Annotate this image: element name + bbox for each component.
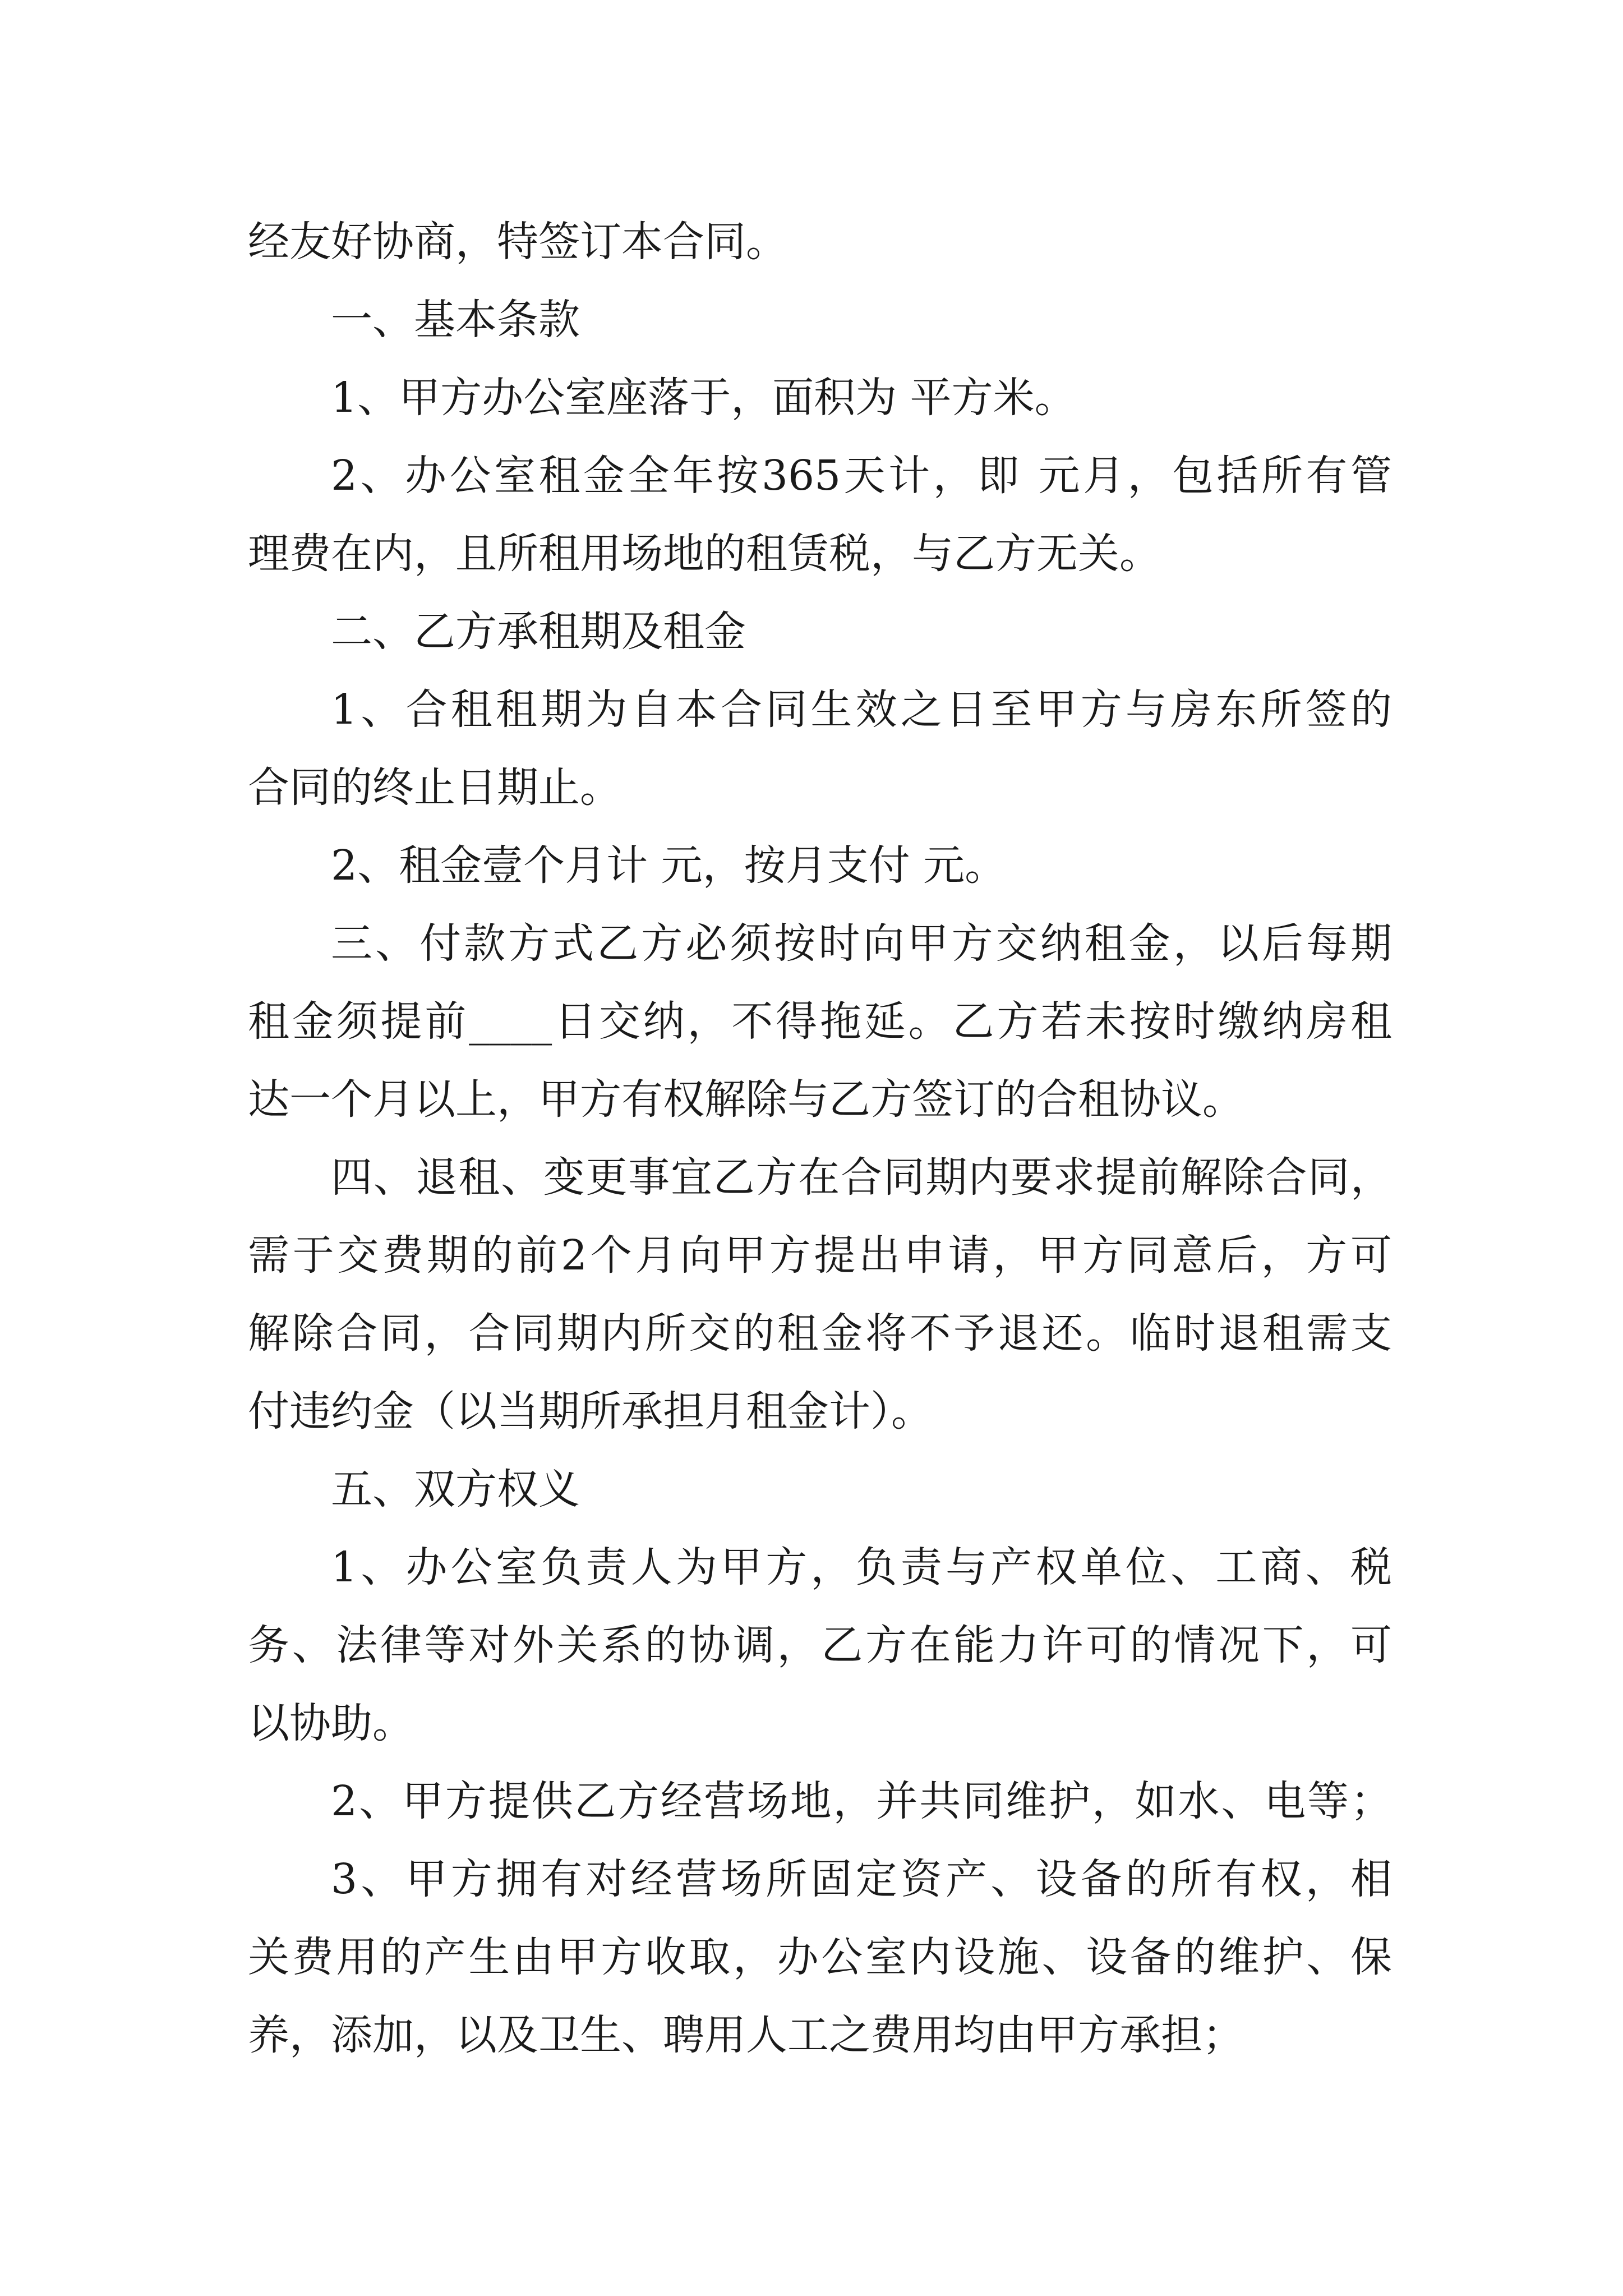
section-heading-termination: 四、退租、变更事宜乙方在合同期内要求提前解除合同， (331, 1153, 1392, 1202)
section-heading-rights-obligations: 五、双方权义 (331, 1465, 580, 1513)
paragraph-line: 需于交费期的前2个月向甲方提出申请，甲方同意后，方可 (248, 1231, 1392, 1280)
section-heading-basic-terms: 一、基本条款 (331, 296, 580, 344)
paragraph-line: 2、办公室租金全年按365天计，即 元月，包括所有管 (331, 452, 1392, 500)
paragraph-line: 经友好协商，特签订本合同。 (248, 218, 787, 266)
paragraph-line: 养，添加，以及卫生、聘用人工之费用均由甲方承担； (248, 2011, 1244, 2059)
paragraph-line: 2、甲方提供乙方经营场地，并共同维护，如水、电等； (331, 1777, 1392, 1825)
paragraph-line: 1、合租租期为自本合同生效之日至甲方与房东所签的 (331, 685, 1392, 734)
paragraph-line: 务、法律等对外关系的协调，乙方在能力许可的情况下，可 (248, 1621, 1392, 1669)
section-heading-payment: 三、付款方式乙方必须按时向甲方交纳租金，以后每期 (331, 919, 1392, 968)
paragraph-line: 租金须提前____日交纳，不得拖延。乙方若未按时缴纳房租 (248, 997, 1392, 1046)
paragraph-line: 2、租金壹个月计 元，按月支付 元。 (331, 841, 1007, 890)
document-body (248, 203, 1392, 2074)
paragraph-line: 以协助。 (248, 1699, 414, 1747)
section-heading-lease-term-rent: 二、乙方承租期及租金 (331, 608, 746, 656)
paragraph-line: 关费用的产生由甲方收取，办公室内设施、设备的维护、保 (248, 1933, 1392, 1981)
paragraph-line: 理费在内，且所租用场地的租赁税，与乙方无关。 (248, 530, 1161, 578)
paragraph-line: 付违约金（以当期所承担月租金计）。 (248, 1387, 933, 1435)
paragraph-line: 3、甲方拥有对经营场所固定资产、设备的所有权，相 (331, 1855, 1392, 1903)
paragraph-line: 达一个月以上，甲方有权解除与乙方签订的合租协议。 (248, 1075, 1244, 1124)
paragraph-line: 1、办公室负责人为甲方，负责与产权单位、工商、税 (331, 1543, 1392, 1591)
paragraph-line: 解除合同，合同期内所交的租金将不予退还。临时退租需支 (248, 1309, 1392, 1358)
paragraph-line: 1、甲方办公室座落于，面积为 平方米。 (331, 374, 1076, 422)
paragraph-line: 合同的终止日期止。 (248, 763, 621, 812)
